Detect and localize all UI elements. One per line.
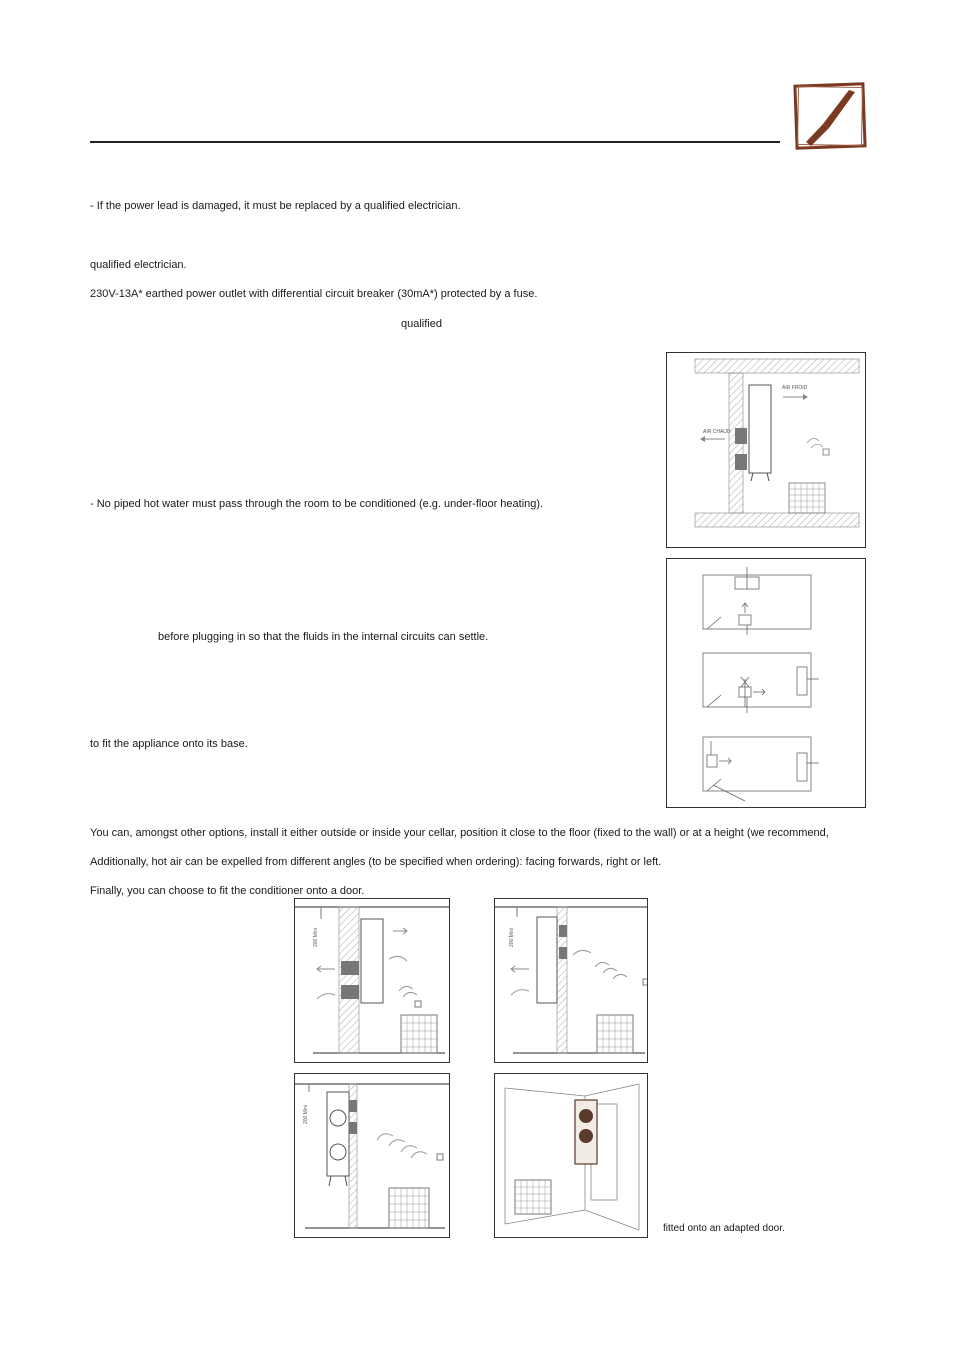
text-fit-base: to fit the appliance onto its base. (90, 738, 248, 750)
label-cold-air: AIR FROID (782, 385, 808, 391)
text-hot-water: - No piped hot water must pass through the room to be conditioned (e.g. under-floor heating). (90, 498, 544, 510)
label-height-1: 200 Mini (313, 928, 319, 947)
text-air-angles: Additionally, hot air can be expelled from different angles (to be specified when ordering): facing forwards, right or left. (90, 856, 662, 868)
caption-door: fitted onto an adapted door. (663, 1223, 785, 1234)
screwdriver-logo-icon (793, 82, 869, 152)
figure-high-mount (294, 1073, 450, 1238)
label-height-3: 200 Mini (303, 1105, 309, 1124)
figure-floor-plans (666, 558, 866, 808)
figure-wall-section (666, 352, 866, 548)
text-door-option: Finally, you can choose to fit the conditioner onto a door. (90, 885, 365, 897)
figure-wall-floor-mount (294, 898, 450, 1063)
figure-wall-mount-variant (494, 898, 648, 1063)
text-install-options: You can, amongst other options, install it either outside or inside your cellar, position it close to the floor (fixed to the wall) or at a height (we recommend, (90, 827, 829, 839)
label-hot-air: AIR CHAUD (703, 429, 731, 435)
text-power-outlet: 230V-13A* earthed power outlet with differential circuit breaker (30mA*) protected by a fuse. (90, 288, 538, 300)
text-power-lead: - If the power lead is damaged, it must be replaced by a qualified electrician. (90, 200, 461, 212)
text-qualified-electrician: qualified electrician. (90, 259, 187, 271)
text-qualified: qualified (401, 318, 442, 330)
label-height-2: 200 Mini (509, 928, 515, 947)
header-rule (90, 141, 780, 143)
figure-door-mount-perspective (494, 1073, 648, 1238)
text-plugging: before plugging in so that the fluids in the internal circuits can settle. (158, 631, 489, 643)
